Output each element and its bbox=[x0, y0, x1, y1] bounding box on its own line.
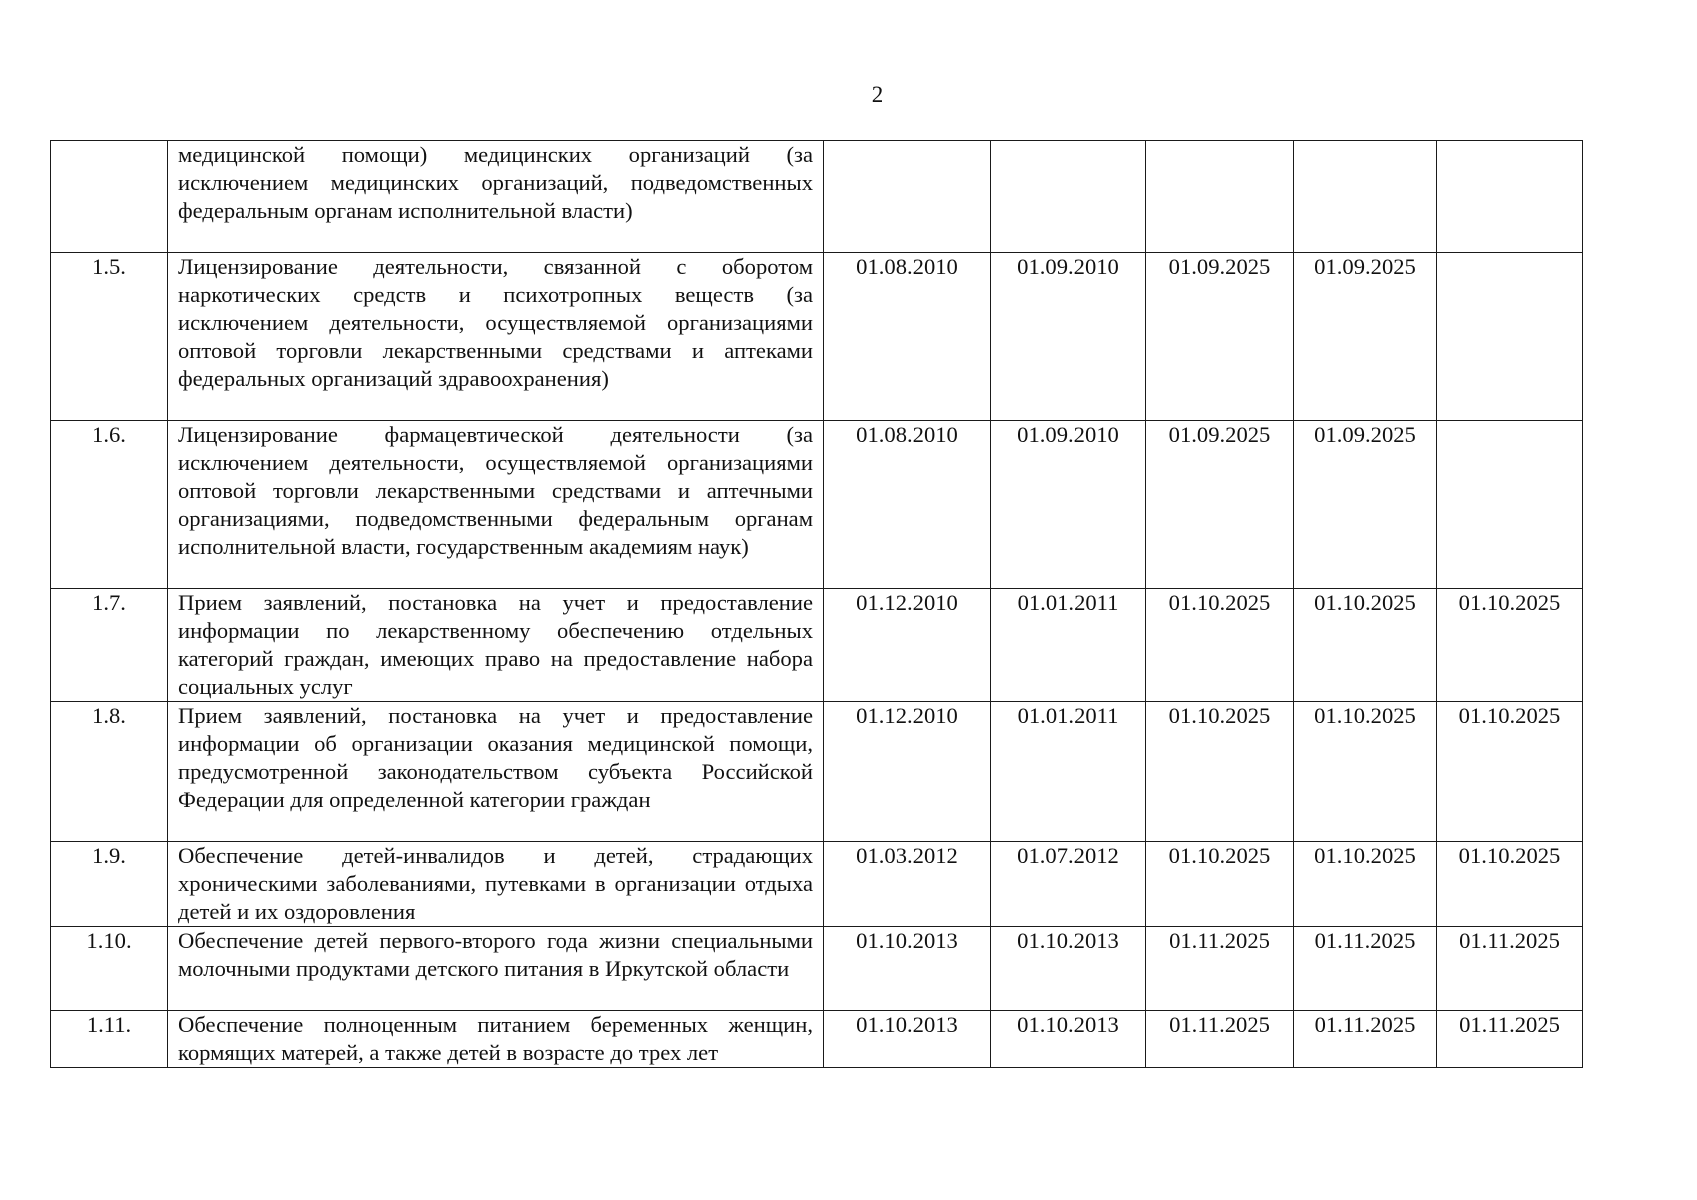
row-description bbox=[168, 589, 824, 702]
date-cell-3: 01.10.2025 bbox=[1146, 702, 1294, 842]
row-description-text: Прием заявлений, постановка на учет и предоставление информации об организации оказания медицинской помощи, предусмотренной законодательством субъекта Российской Федерации для определенной категории граждан bbox=[178, 703, 813, 812]
date-cell-5: 01.10.2025 bbox=[1437, 842, 1583, 927]
date-cell-2: 01.07.2012 bbox=[991, 842, 1146, 927]
table-row bbox=[51, 842, 1583, 927]
date-cell-4: 01.10.2025 bbox=[1294, 842, 1437, 927]
date-cell-1: 01.12.2010 bbox=[824, 589, 991, 702]
row-number: 1.10. bbox=[51, 927, 168, 1011]
date-cell-5: 01.10.2025 bbox=[1437, 589, 1583, 702]
date-cell-1: 01.10.2013 bbox=[824, 1011, 991, 1068]
date-cell-4 bbox=[1294, 141, 1437, 253]
date-cell-3 bbox=[1146, 141, 1294, 253]
date-cell-4: 01.10.2025 bbox=[1294, 589, 1437, 702]
table-row bbox=[51, 702, 1583, 842]
date-cell-3: 01.09.2025 bbox=[1146, 253, 1294, 421]
table-row bbox=[51, 589, 1583, 702]
date-cell-1: 01.12.2010 bbox=[824, 702, 991, 842]
table-row bbox=[51, 1011, 1583, 1068]
date-cell-2 bbox=[991, 141, 1146, 253]
row-description-text: Лицензирование деятельности, связанной с оборотом наркотических средств и психотропных веществ (за исключением деятельности, осуществляемой организациями оптовой торговли лекарственными средствами и аптеками федеральных организаций здравоохранения) bbox=[178, 254, 813, 391]
row-number: 1.11. bbox=[51, 1011, 168, 1068]
page-number: 2 bbox=[871, 82, 884, 107]
date-cell-5 bbox=[1437, 141, 1583, 253]
row-description bbox=[168, 253, 824, 421]
date-cell-3: 01.11.2025 bbox=[1146, 1011, 1294, 1068]
date-cell-4: 01.11.2025 bbox=[1294, 927, 1437, 1011]
date-cell-5 bbox=[1437, 253, 1583, 421]
row-number: 1.7. bbox=[51, 589, 168, 702]
table-row bbox=[51, 253, 1583, 421]
row-description bbox=[168, 927, 824, 1011]
row-description bbox=[168, 702, 824, 842]
date-cell-2: 01.01.2011 bbox=[991, 702, 1146, 842]
table-row bbox=[51, 141, 1583, 253]
date-cell-4: 01.10.2025 bbox=[1294, 702, 1437, 842]
row-description-text: Обеспечение детей первого-второго года жизни специальными молочными продуктами детского питания в Иркутской области bbox=[178, 928, 813, 981]
date-cell-4: 01.11.2025 bbox=[1294, 1011, 1437, 1068]
date-cell-5: 01.11.2025 bbox=[1437, 927, 1583, 1011]
date-cell-3: 01.11.2025 bbox=[1146, 927, 1294, 1011]
date-cell-3: 01.10.2025 bbox=[1146, 589, 1294, 702]
date-cell-2: 01.10.2013 bbox=[991, 927, 1146, 1011]
date-cell-2: 01.09.2010 bbox=[991, 253, 1146, 421]
row-description bbox=[168, 1011, 824, 1068]
row-number: 1.9. bbox=[51, 842, 168, 927]
row-number: 1.8. bbox=[51, 702, 168, 842]
services-table bbox=[50, 140, 1583, 1068]
date-cell-1: 01.08.2010 bbox=[824, 421, 991, 589]
date-cell-4: 01.09.2025 bbox=[1294, 421, 1437, 589]
date-cell-1 bbox=[824, 141, 991, 253]
table-row bbox=[51, 421, 1583, 589]
row-description bbox=[168, 842, 824, 927]
row-description bbox=[168, 141, 824, 253]
date-cell-4: 01.09.2025 bbox=[1294, 253, 1437, 421]
date-cell-5: 01.11.2025 bbox=[1437, 1011, 1583, 1068]
date-cell-1: 01.08.2010 bbox=[824, 253, 991, 421]
row-number bbox=[51, 141, 168, 253]
row-description-text: Лицензирование фармацевтической деятельности (за исключением деятельности, осуществляемой организациями оптовой торговли лекарственными средствами и аптечными организациями, подведомственными федеральным органам исполнительной власти, государственным академиям наук) bbox=[178, 422, 813, 559]
row-number: 1.6. bbox=[51, 421, 168, 589]
date-cell-1: 01.10.2013 bbox=[824, 927, 991, 1011]
date-cell-1: 01.03.2012 bbox=[824, 842, 991, 927]
row-description-text: Обеспечение полноценным питанием беременных женщин, кормящих матерей, а также детей в возрасте до трех лет bbox=[178, 1012, 813, 1065]
date-cell-5: 01.10.2025 bbox=[1437, 702, 1583, 842]
row-description-text: Обеспечение детей-инвалидов и детей, страдающих хроническими заболеваниями, путевками в организации отдыха детей и их оздоровления bbox=[178, 843, 813, 924]
table-row bbox=[51, 927, 1583, 1011]
row-description-text: Прием заявлений, постановка на учет и предоставление информации по лекарственному обеспечению отдельных категорий граждан, имеющих право на предоставление набора социальных услуг bbox=[178, 590, 813, 699]
date-cell-2: 01.10.2013 bbox=[991, 1011, 1146, 1068]
date-cell-3: 01.10.2025 bbox=[1146, 842, 1294, 927]
date-cell-2: 01.01.2011 bbox=[991, 589, 1146, 702]
row-description-text: медицинской помощи) медицинских организаций (за исключением медицинских организаций, подведомственных федеральным органам исполнительной власти) bbox=[178, 142, 813, 223]
row-number: 1.5. bbox=[51, 253, 168, 421]
row-description bbox=[168, 421, 824, 589]
date-cell-5 bbox=[1437, 421, 1583, 589]
date-cell-2: 01.09.2010 bbox=[991, 421, 1146, 589]
date-cell-3: 01.09.2025 bbox=[1146, 421, 1294, 589]
